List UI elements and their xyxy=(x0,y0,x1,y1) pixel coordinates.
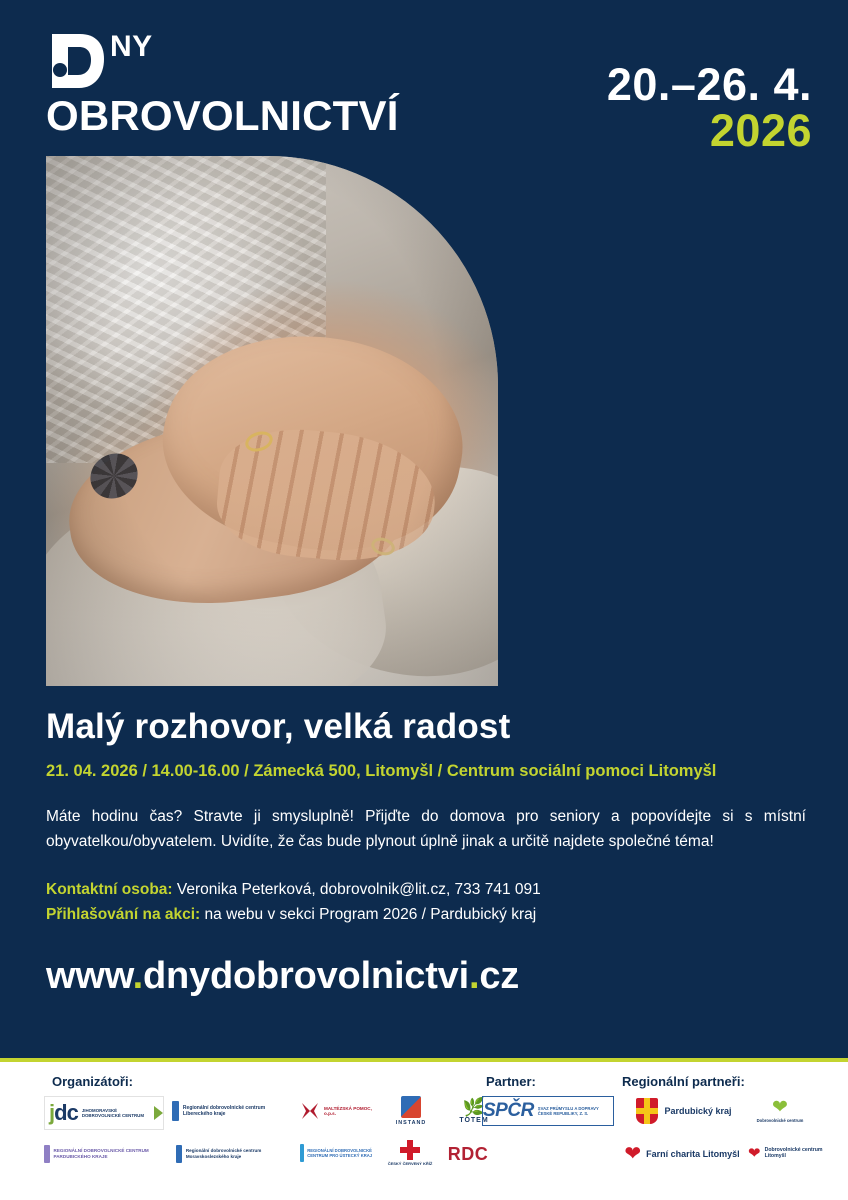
logo-dobrovolnicke-centrum-label: Dobrovolnické centrum xyxy=(756,1117,804,1123)
logo-cesky-cerveny-kriz xyxy=(386,1136,434,1170)
leaf-icon: 🌿 xyxy=(462,1097,486,1117)
heart-icon: ❤ xyxy=(772,1096,788,1118)
logo-rdc-ustecky-label: REGIONÁLNÍ DOBROVOLNICKÉ CENTRUM PRO ÚSTECKÝ KRAJ xyxy=(307,1147,373,1158)
logo-rdc xyxy=(434,1140,502,1168)
website-prefix: www xyxy=(46,954,133,997)
logo-rdc-liberecky-label: Regionální dobrovolnické centrum Libereckého kraje xyxy=(182,1104,266,1117)
hero-photo xyxy=(46,156,498,686)
jdc-mark-icon: jdc xyxy=(49,1100,78,1125)
event-description: Máte hodinu čas? Stravte ji smysluplně! Přijďte do domova pro seniory a popovídejte si s místní obyvatelkou/obyvatelem. Uvidíte, že čas bude plynout úplně jinak a určitě najdete společné téma! xyxy=(46,807,806,851)
arrow-right-icon xyxy=(154,1106,163,1120)
page-title: Malý rozhovor, velká radost xyxy=(46,707,511,746)
website-domain: dnydobrovolnictvi xyxy=(143,954,469,997)
logo-dobrovolnicke-centrum-litomysl xyxy=(748,1138,838,1168)
bar-mark-icon xyxy=(300,1144,304,1162)
heart-icon: ❤ xyxy=(624,1143,642,1165)
signup-line xyxy=(46,903,806,928)
bar-mark-icon xyxy=(44,1145,50,1163)
spcr-wordmark: SPČR xyxy=(483,1100,534,1121)
logo-totem-label: TOTEM xyxy=(459,1117,489,1124)
contact-person-line xyxy=(46,878,806,903)
logo-spcr-sub-label: SVAZ PRŮMYSLU A DOPRAVY ČESKÉ REPUBLIKY, Z. S. xyxy=(537,1105,599,1116)
logo-pardubicky-kraj xyxy=(624,1094,744,1128)
shield-icon xyxy=(636,1098,658,1124)
logo-rdc-pardubicky xyxy=(44,1140,172,1168)
logo-rdc-pardubicky-label: REGIONÁLNÍ DOBROVOLNICKÉ CENTRUM PARDUBICKÉHO KRAJE xyxy=(53,1148,149,1159)
website-tld: cz xyxy=(479,954,520,997)
logo-dobrovolnicke-centrum xyxy=(752,1090,808,1130)
logo-dobrovolnicke-centrum-litomysl-label: Dobrovolnické centrum Litomyšl xyxy=(764,1146,823,1159)
contact-person-label: Kontaktní osoba: xyxy=(46,881,173,899)
event-dates xyxy=(606,59,812,156)
logo-rdc-ustecky xyxy=(300,1138,386,1168)
logo-d-icon xyxy=(46,30,108,92)
bar-mark-icon xyxy=(176,1145,182,1163)
instand-mark-icon xyxy=(401,1096,421,1118)
red-cross-icon xyxy=(400,1140,420,1160)
logo-maltezska-label: MALTÉZSKÁ POMOC, o.p.s. xyxy=(324,1105,372,1116)
signup-value: na webu v sekci Program 2026 / Pardubický kraj xyxy=(204,905,537,923)
poster-header xyxy=(46,30,812,156)
logo-farni-charita-litomysl xyxy=(620,1138,744,1170)
logo-rdc-liberecky xyxy=(172,1096,292,1126)
logo-dobrovolnictvi-text: OBROVOLNICTVÍ xyxy=(46,92,399,139)
logo-row-top xyxy=(46,30,399,92)
heart-icon: ❤ xyxy=(748,1144,761,1162)
logo-instand xyxy=(384,1092,438,1130)
website-dot-1: . xyxy=(132,954,144,997)
maltese-cross-icon xyxy=(300,1101,320,1121)
logo-jdc-label: JIHOMORAVSKÉ DOBROVOLNICKÉ CENTRUM xyxy=(81,1107,145,1118)
date-range: 20.–26. 4. xyxy=(606,59,812,110)
logo-rdc-moravskoslezsky xyxy=(176,1140,296,1168)
contact-block xyxy=(46,878,806,928)
photo-vignette xyxy=(46,156,498,686)
hero-photo-image xyxy=(46,156,498,686)
date-year: 2026 xyxy=(709,104,812,156)
logo-ny-text: NY xyxy=(110,30,153,63)
footer-heading-regional: Regionální partneři: xyxy=(622,1074,745,1089)
logo-jdc xyxy=(44,1096,164,1130)
logo-maltezska-pomoc xyxy=(300,1095,380,1127)
logo-farni-charita-label: Farní charita Litomyšl xyxy=(646,1148,740,1159)
logo-pardubicky-kraj-label: Pardubický kraj xyxy=(664,1105,732,1116)
signup-label: Přihlašování na akci: xyxy=(46,905,201,923)
bar-mark-icon xyxy=(172,1101,179,1121)
logo-instand-label: INSTAND xyxy=(395,1120,427,1126)
footer-heading-organizers: Organizátoři: xyxy=(52,1074,133,1089)
footer-heading-partner: Partner: xyxy=(486,1074,536,1089)
logo-rdc-label: RDC xyxy=(447,1143,489,1164)
footer-logos-bar xyxy=(0,1058,848,1200)
logo-spcr xyxy=(482,1096,614,1126)
logo-rdc-moravskoslezsky-label: Regionální dobrovolnické centrum Moravskoslezského kraje xyxy=(185,1148,262,1159)
dny-dobrovolnictvi-logo xyxy=(46,30,399,137)
website-url[interactable] xyxy=(46,955,806,998)
website-dot-2: . xyxy=(468,954,480,997)
event-content xyxy=(46,706,806,998)
event-meta: 21. 04. 2026 / 14.00-16.00 / Zámecká 500, Litomyšl / Centrum sociální pomoci Litomyšl xyxy=(46,762,717,780)
contact-person-value: Veronika Peterková, dobrovolnik@lit.cz, 733 741 091 xyxy=(176,881,541,899)
logo-cesky-cerveny-kriz-label: ČESKÝ ČERVENÝ KŘÍŽ xyxy=(387,1161,433,1166)
